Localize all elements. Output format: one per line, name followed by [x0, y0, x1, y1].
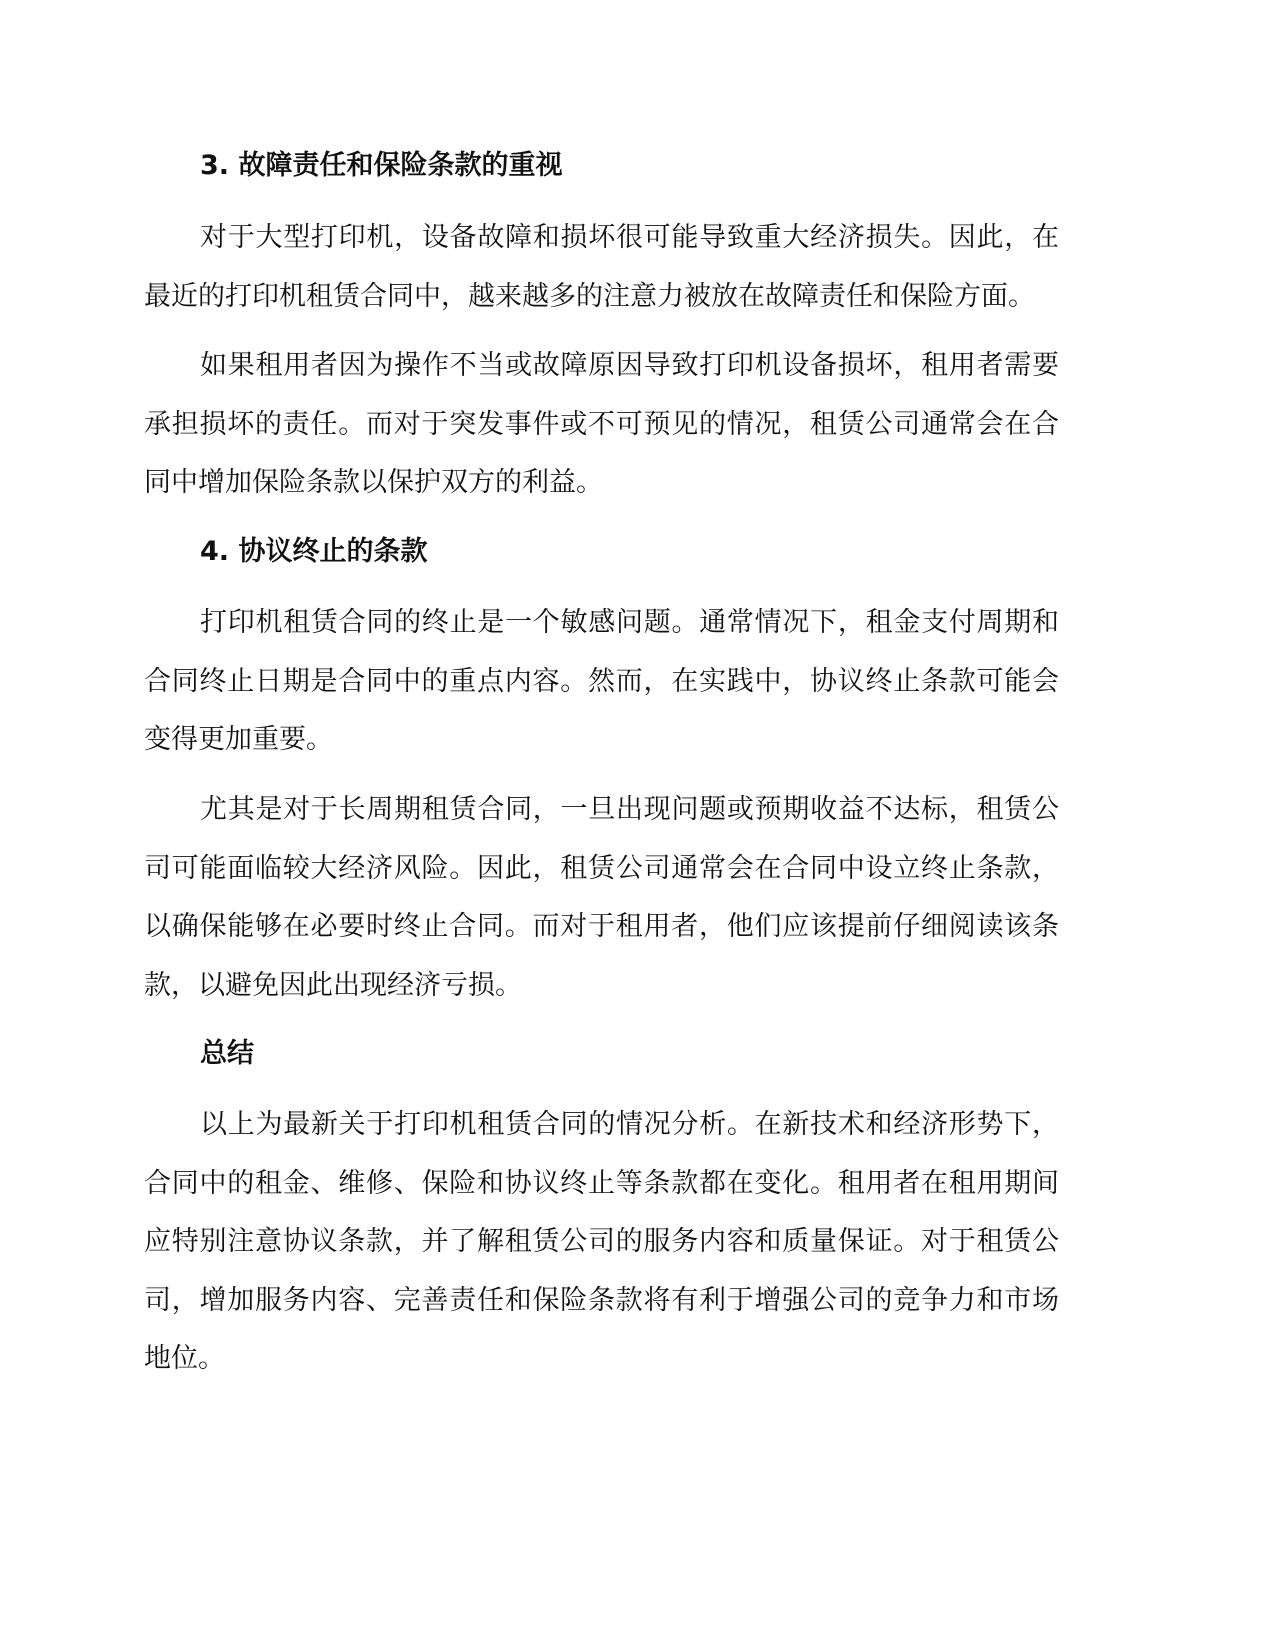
paragraph-fault-insurance-2: 如果租用者因为操作不当或故障原因导致打印机设备损坏，租用者需要承担损坏的责任。而对于突发事件或不可预见的情况，租赁公司通常会在合同中增加保险条款以保护双方的利益。	[144, 350, 1059, 498]
paragraph-summary-1: 以上为最新关于打印机租赁合同的情况分析。在新技术和经济形势下，合同中的租金、维修、保险和协议终止等条款都在变化。租用者在租用期间应特别注意协议条款，并了解租赁公司的服务内容和质量保证。对于租赁公司，增加服务内容、完善责任和保险条款将有利于增强公司的竞争力和市场地位。	[144, 1109, 1059, 1374]
section-heading-fault-insurance: 3. 故障责任和保险条款的重视	[200, 150, 563, 181]
paragraph-termination-2: 尤其是对于长周期租赁合同，一旦出现问题或预期收益不达标，租赁公司可能面临较大经济风险。因此，租赁公司通常会在合同中设立终止条款，以确保能够在必要时终止合同。而对于租用者，他们应该提前仔细阅读该条款，以避免因此出现经济亏损。	[144, 794, 1059, 1001]
paragraph-fault-insurance-1: 对于大型打印机，设备故障和损坏很可能导致重大经济损失。因此，在最近的打印机租赁合同中，越来越多的注意力被放在故障责任和保险方面。	[144, 222, 1059, 312]
section-heading-termination: 4. 协议终止的条款	[200, 536, 428, 567]
paragraph-termination-1: 打印机租赁合同的终止是一个敏感问题。通常情况下，租金支付周期和合同终止日期是合同中的重点内容。然而，在实践中，协议终止条款可能会变得更加重要。	[144, 607, 1059, 755]
section-heading-summary: 总结	[200, 1038, 254, 1069]
document-page	[144, 0, 1059, 1650]
